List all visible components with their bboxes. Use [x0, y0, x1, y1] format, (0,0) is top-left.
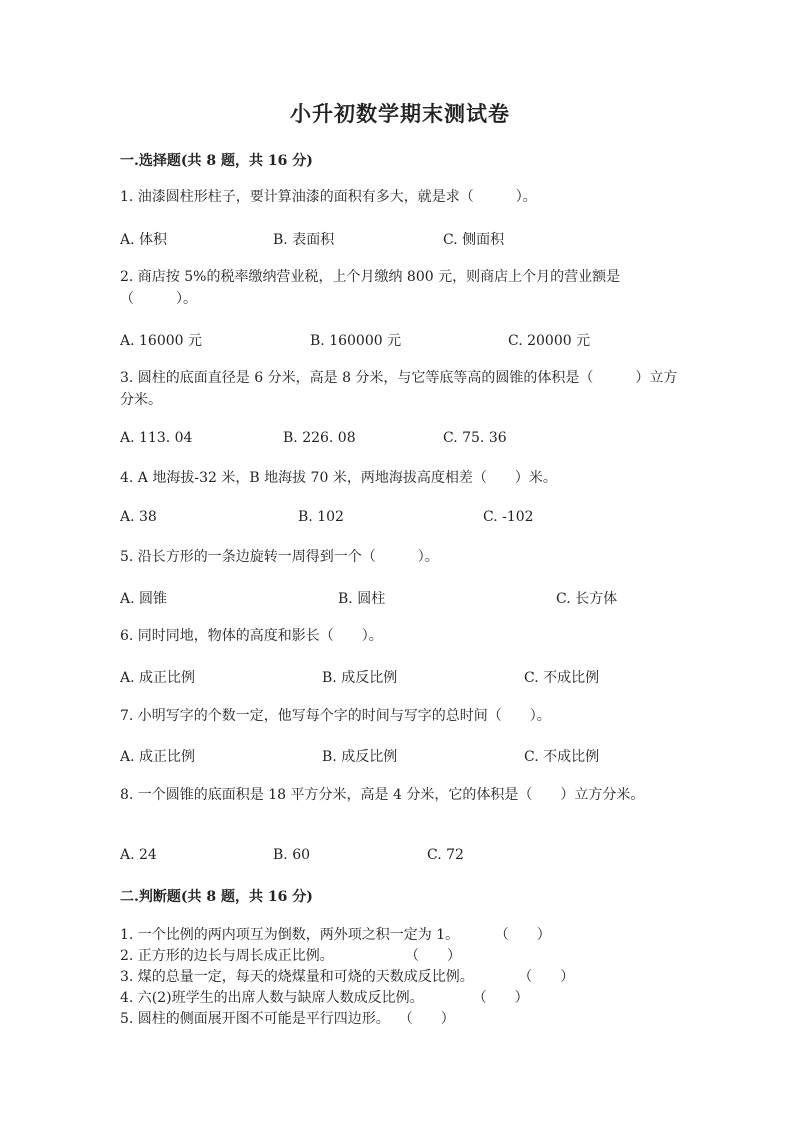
- question-1: 1. 油漆圆柱形柱子，要计算油漆的面积有多大，就是求（ ）。: [120, 189, 537, 205]
- option-c: C. 72: [427, 847, 464, 863]
- option-b: B. 160000 元: [310, 333, 402, 349]
- option-c: C. 75. 36: [443, 430, 507, 446]
- section-heading-choice: 一.选择题(共 8 题，共 16 分): [120, 153, 313, 169]
- option-c: C. -102: [483, 509, 534, 525]
- option-b: B. 表面积: [273, 232, 335, 248]
- option-b: B. 226. 08: [283, 430, 356, 446]
- option-a: A. 圆锥: [120, 591, 168, 607]
- option-b: B. 成反比例: [322, 670, 398, 686]
- option-a: A. 体积: [120, 232, 168, 248]
- option-a: A. 24: [120, 847, 157, 863]
- page-title: 小升初数学期末测试卷: [290, 101, 510, 126]
- option-a: A. 16000 元: [120, 333, 202, 349]
- question-3: 3. 圆柱的底面直径是 6 分米，高是 8 分米，与它等底等高的圆锥的体积是（ ）立方分米。: [120, 370, 678, 408]
- judgment-item-5: 5. 圆柱的侧面展开图不可能是平行四边形。 （ ）: [120, 1011, 455, 1027]
- option-b: B. 圆柱: [338, 591, 386, 607]
- option-b: B. 102: [298, 509, 344, 525]
- judgment-item-4: 4. 六(2)班学生的出席人数与缺席人数成反比例。 （ ）: [120, 990, 529, 1006]
- judgment-item-3: 3. 煤的总量一定，每天的烧煤量和可烧的天数成反比例。 （ ）: [120, 969, 575, 985]
- option-c: C. 不成比例: [524, 670, 600, 686]
- section-heading-judgment: 二.判断题(共 8 题，共 16 分): [120, 889, 313, 905]
- option-a: A. 成正比例: [120, 670, 196, 686]
- judgment-item-1: 1. 一个比例的两内项互为倒数，两外项之积一定为 1。 （ ）: [120, 927, 551, 943]
- question-5: 5. 沿长方形的一条边旋转一周得到一个（ ）。: [120, 549, 439, 565]
- option-a: A. 113. 04: [120, 430, 193, 446]
- option-b: B. 60: [273, 847, 311, 863]
- question-6: 6. 同时同地，物体的高度和影长（ ）。: [120, 628, 383, 644]
- judgment-item-2: 2. 正方形的边长与周长成正比例。 （ ）: [120, 948, 462, 964]
- option-c: C. 长方体: [556, 591, 618, 607]
- question-8: 8. 一个圆锥的底面积是 18 平方分米，高是 4 分米，它的体积是（ ）立方分米。: [120, 787, 645, 803]
- option-c: C. 不成比例: [524, 749, 600, 765]
- option-b: B. 成反比例: [322, 749, 398, 765]
- option-a: A. 成正比例: [120, 749, 196, 765]
- question-7: 7. 小明写字的个数一定，他写每个字的时间与写字的总时间（ ）。: [120, 708, 551, 724]
- question-2: 2. 商店按 5%的税率缴纳营业税，上个月缴纳 800 元，则商店上个月的营业额是（ ）。: [120, 269, 621, 307]
- question-4: 4. A 地海拔-32 米，B 地海拔 70 米，两地海拔高度相差（ ）米。: [120, 470, 557, 486]
- option-c: C. 侧面积: [443, 232, 505, 248]
- option-c: C. 20000 元: [508, 333, 591, 349]
- option-a: A. 38: [120, 509, 157, 525]
